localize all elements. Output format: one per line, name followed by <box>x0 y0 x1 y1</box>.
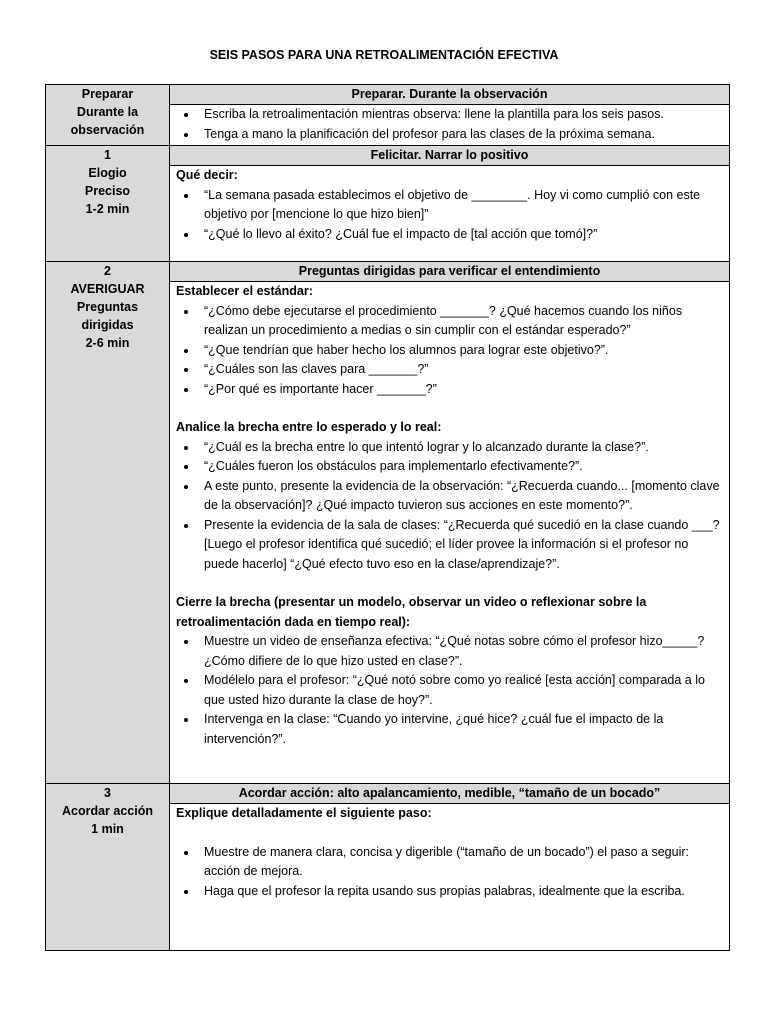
step-label-probe: 2 AVERIGUAR Preguntas dirigidas 2-6 min <box>46 262 170 784</box>
list-item: • “¿Cuál es la brecha entre lo que intentó lograr y lo alcanzado durante la clase?”. <box>198 438 723 458</box>
table-row-probe <box>46 262 730 784</box>
subtitle: Explique detalladamente el siguiente paso: <box>176 806 432 820</box>
step-label-praise: 1 Elogio Preciso 1-2 min <box>46 146 170 262</box>
bullet-list <box>176 843 723 902</box>
list-item: • Muestre un video de enseñanza efectiva: “¿Qué notas sobre cómo el profesor hizo_____? ¿Cómo difiere de lo que hizo usted en clase?”. <box>198 632 723 671</box>
list-item: • “¿Cuáles fueron los obstáculos para implementarlo efectivamente?”. <box>198 457 723 477</box>
list-item: • Presente la evidencia de la sala de clases: “¿Recuerda qué sucedió en la clase cuando ___? [Luego el profesor identifica qué sucedió; el líder provee la información si el profesor no puede hacerlo] “¿Qué efecto tuvo eso en la clase/aprendizaje?”. <box>198 516 723 575</box>
table-row-praise <box>46 146 730 262</box>
list-item: • “La semana pasada establecimos el objetivo de ________. Hoy vi como cumplió con este objetivo por [mencione lo que hizo bien]” <box>198 186 723 225</box>
step-label-action: 3 Acordar acción 1 min <box>46 784 170 951</box>
bullet-list <box>176 438 723 575</box>
step-content-action <box>170 784 730 951</box>
list-item: • A este punto, presente la evidencia de la observación: “¿Recuerda cuando... [momento clave de la observación]? ¿Qué impacto tuvieron sus acciones en este momento?”. <box>198 477 723 516</box>
step-label-prepare: Preparar Durante la observación <box>46 85 170 146</box>
table-row-action <box>46 784 730 951</box>
subtitle: Qué decir: <box>176 168 238 182</box>
list-item: • Tenga a mano la planificación del profesor para las clases de la próxima semana. <box>198 125 723 145</box>
list-item: • Haga que el profesor la repita usando sus propias palabras, idealmente que la escriba. <box>198 882 723 902</box>
bullet-list <box>176 105 723 144</box>
list-item: • Intervenga en la clase: “Cuando yo intervine, ¿qué hice? ¿cuál fue el impacto de la intervención?”. <box>198 710 723 749</box>
section-header: Acordar acción: alto apalancamiento, medible, “tamaño de un bocado” <box>170 784 729 804</box>
subtitle: Cierre la brecha (presentar un modelo, observar un video o reflexionar sobre la retroalimentación dada en tiempo real): <box>176 595 647 629</box>
bullet-list <box>176 186 723 245</box>
subtitle: Establecer el estándar: <box>176 284 313 298</box>
bullet-list <box>176 632 723 749</box>
list-item: • Modélelo para el profesor: “¿Qué notó sobre como yo realicé [esta acción] comparada a lo que usted hizo durante la clase de hoy?”. <box>198 671 723 710</box>
bullet-list <box>176 302 723 400</box>
table-row-prepare <box>46 85 730 146</box>
list-item: • “¿Que tendrían que haber hecho los alumnos para lograr este objetivo?”. <box>198 341 723 361</box>
section-header: Preparar. Durante la observación <box>170 85 729 105</box>
section-header: Felicitar. Narrar lo positivo <box>170 146 729 166</box>
list-item: • “¿Cómo debe ejecutarse el procedimiento _______? ¿Qué hacemos cuando los niños realizan un procedimiento a medias o sin cumplir con el estándar esperado?” <box>198 302 723 341</box>
list-item: • “¿Qué lo llevo al éxito? ¿Cuál fue el impacto de [tal acción que tomó]?” <box>198 225 723 245</box>
section-header: Preguntas dirigidas para verificar el entendimiento <box>170 262 729 282</box>
subtitle: Analice la brecha entre lo esperado y lo real: <box>176 420 442 434</box>
step-content-praise <box>170 146 730 262</box>
list-item: • Escriba la retroalimentación mientras observa: llene la plantilla para los seis pasos. <box>198 105 723 125</box>
step-content-probe <box>170 262 730 784</box>
list-item: • Muestre de manera clara, concisa y digerible (“tamaño de un bocado”) el paso a seguir: acción de mejora. <box>198 843 723 882</box>
list-item: • “¿Por qué es importante hacer _______?” <box>198 380 723 400</box>
document-title: SEIS PASOS PARA UNA RETROALIMENTACIÓN EFECTIVA <box>209 48 559 62</box>
step-content-prepare <box>170 85 730 146</box>
list-item: • “¿Cuáles son las claves para _______?” <box>198 360 723 380</box>
feedback-table <box>45 84 730 951</box>
